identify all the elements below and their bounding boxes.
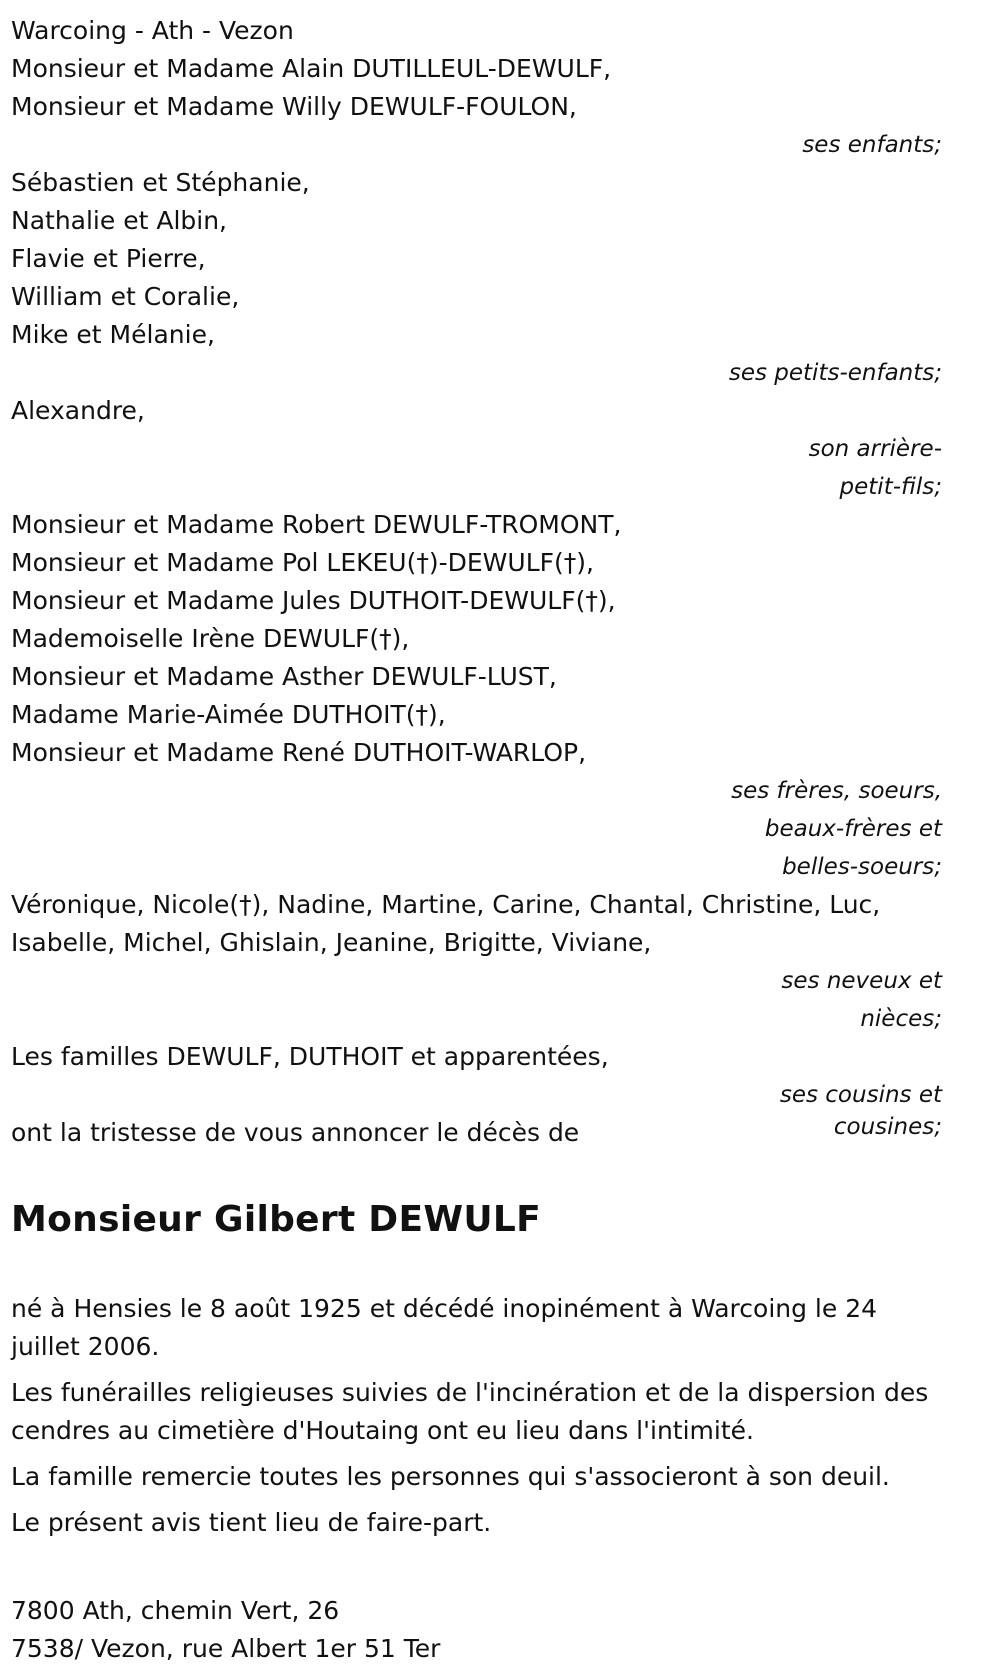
family-member-line: Monsieur et Madame Willy DEWULF-FOULON, bbox=[11, 92, 577, 121]
address-line: 7538/ Vezon, rue Albert 1er 51 Ter bbox=[11, 1634, 441, 1663]
relation-label: ses frères, soeurs, bbox=[731, 778, 942, 804]
family-member-line: Nathalie et Albin, bbox=[11, 206, 227, 235]
family-member-line: Mademoiselle Irène DEWULF(†), bbox=[11, 624, 410, 653]
family-member-line: Monsieur et Madame Robert DEWULF-TROMONT, bbox=[11, 510, 622, 539]
announcement-line bbox=[11, 1114, 942, 1152]
family-member-line: Isabelle, Michel, Ghislain, Jeanine, Brigitte, Viviane, bbox=[11, 928, 652, 957]
relation-label: cousines; bbox=[833, 1114, 942, 1140]
notice-paragraph: Le présent avis tient lieu de faire-part. bbox=[11, 1508, 492, 1537]
relation-label: nièces; bbox=[860, 1006, 942, 1032]
nephews-group bbox=[11, 886, 942, 1038]
family-member-line: Véronique, Nicole(†), Nadine, Martine, Carine, Chantal, Christine, Luc, bbox=[11, 890, 881, 919]
family-member-line: Monsieur et Madame Asther DEWULF-LUST, bbox=[11, 662, 557, 691]
family-member-line: Les familles DEWULF, DUTHOIT et apparentées, bbox=[11, 1042, 609, 1071]
family-member-line: Madame Marie-Aimée DUTHOIT(†), bbox=[11, 700, 446, 729]
deceased-name: Monsieur Gilbert DEWULF bbox=[11, 1199, 542, 1240]
announcement-text: ont la tristesse de vous annoncer le décès de bbox=[11, 1118, 580, 1147]
funeral-paragraph: Les funérailles religieuses suivies de l'incinération et de la dispersion des cendres au cimetière d'Houtaing ont eu lieu dans l'intimité. bbox=[11, 1378, 929, 1445]
relation-label: ses cousins et bbox=[779, 1082, 942, 1108]
grandchildren-group bbox=[11, 164, 942, 392]
children-group bbox=[11, 50, 942, 164]
relation-label: ses enfants; bbox=[802, 132, 942, 158]
family-member-line: Flavie et Pierre, bbox=[11, 244, 206, 273]
cousins-group bbox=[11, 1038, 942, 1152]
family-member-line: Mike et Mélanie, bbox=[11, 320, 215, 349]
family-member-line: Sébastien et Stéphanie, bbox=[11, 168, 310, 197]
relation-label: ses neveux et bbox=[781, 968, 942, 994]
family-member-line: Monsieur et Madame Alain DUTILLEUL-DEWULF, bbox=[11, 54, 612, 83]
family-member-line: Alexandre, bbox=[11, 396, 145, 425]
relation-label: beaux-frères et bbox=[764, 816, 942, 842]
thanks-paragraph: La famille remercie toutes les personnes qui s'associeront à son deuil. bbox=[11, 1462, 890, 1491]
addresses-block bbox=[11, 1592, 942, 1668]
siblings-group bbox=[11, 506, 942, 886]
family-member-line: Monsieur et Madame Pol LEKEU(†)-DEWULF(†), bbox=[11, 548, 594, 577]
family-member-line: William et Coralie, bbox=[11, 282, 240, 311]
relation-label: son arrière- bbox=[808, 436, 942, 462]
family-member-line: Monsieur et Madame René DUTHOIT-WARLOP, bbox=[11, 738, 587, 767]
family-member-line: Monsieur et Madame Jules DUTHOIT-DEWULF(†), bbox=[11, 586, 616, 615]
relation-label: petit-fils; bbox=[839, 474, 942, 500]
address-line: 7800 Ath, chemin Vert, 26 bbox=[11, 1596, 340, 1625]
locations-line: Warcoing - Ath - Vezon bbox=[11, 16, 294, 45]
birth-death-paragraph: né à Hensies le 8 août 1925 et décédé inopinément à Warcoing le 24 juillet 2006. bbox=[11, 1294, 878, 1361]
relation-label: ses petits-enfants; bbox=[728, 360, 942, 386]
great-grandchild-group bbox=[11, 392, 942, 506]
relation-label: belles-soeurs; bbox=[782, 854, 942, 880]
